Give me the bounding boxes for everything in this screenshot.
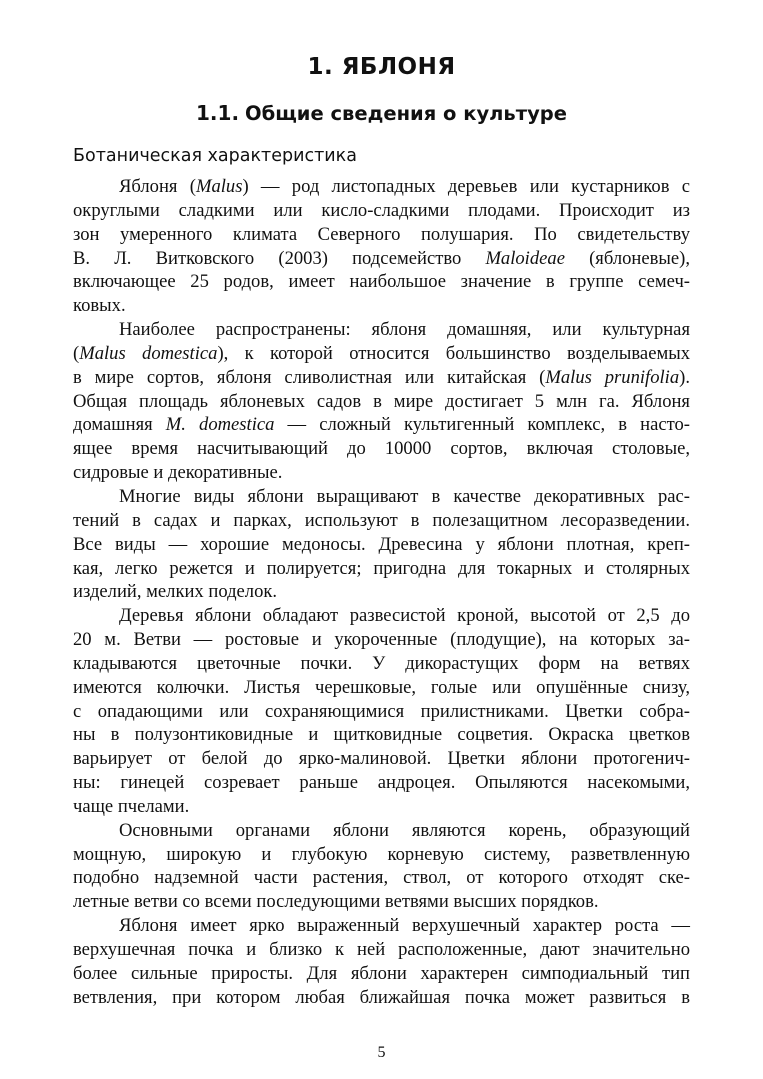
text-line: тений в садах и парках, используют в полезащитном лесоразведении. <box>73 509 690 531</box>
text-line: Наиболее распространены: яблоня домашняя, или культурная <box>119 319 690 341</box>
paragraph <box>73 914 690 1009</box>
text-line: с опадающими или сохраняющимися прилистниками. Цветки собра- <box>73 700 690 722</box>
text-line: Основными органами яблони являются корень, образующий <box>119 819 690 841</box>
latin-name: Malus prunifolia <box>545 366 680 388</box>
text-line: подобно надземной части растения, ствол, от которого отходят ске- <box>73 867 690 889</box>
text-line: Деревья яблони обладают развесистой кроной, высотой от 2,5 до <box>119 605 690 627</box>
latin-name: Malus domestica <box>79 342 218 364</box>
text-line: Общая площадь яблоневых садов в мире достигает 5 млн га. Яблоня <box>73 390 690 412</box>
section-name: Общие сведения о культуре <box>245 102 567 125</box>
text-line: В. Л. Витковского (2003) подсемейство Maloideae (яблоневые), <box>73 247 690 269</box>
text-line: чаще пчелами. <box>73 795 190 817</box>
text-line: Все виды — хорошие медоносы. Древесина у яблони плотная, креп- <box>73 533 690 555</box>
text-line: кая, легко режется и полируется; пригодна для токарных и столярных <box>73 557 690 579</box>
text-line: мощную, широкую и глубокую корневую систему, разветвленную <box>73 843 690 865</box>
text-line: верхушечная почка и близко к ней расположенные, дают значительно <box>73 939 690 960</box>
page-number: 5 <box>377 1044 386 1061</box>
paragraph <box>73 318 690 485</box>
text-line: более сильные приросты. Для яблони характерен симподиальный тип <box>73 962 690 984</box>
text-line: зон умеренного климата Северного полушария. По свидетельству <box>73 223 690 245</box>
text-line: ны в полузонтиковидные и щитковидные соцветия. Окраска цветков <box>73 724 690 746</box>
text-line: Многие виды яблони выращивают в качестве декоративных рас- <box>119 485 690 507</box>
text-line: включающее 25 родов, имеет наибольшое значение в группе семеч- <box>73 271 690 293</box>
paragraph <box>73 604 690 819</box>
text-line: в мире сортов, яблоня сливолистная или китайская (Malus prunifolia). <box>73 366 690 388</box>
text-line: (Malus domestica), к которой относится большинство возделываемых <box>73 342 690 364</box>
text-line: округлыми сладкими или кисло-сладкими плодами. Происходит из <box>73 199 690 221</box>
paragraph <box>73 175 690 318</box>
text-line: ветвления, при котором любая ближайшая почка может развиться в <box>73 986 690 1008</box>
chapter-title <box>0 54 763 80</box>
text-line: домашняя M. domestica — сложный культигенный комплекс, в насто- <box>73 414 690 436</box>
paragraph <box>73 485 690 604</box>
text-line: сидровые и декоративные. <box>73 462 283 484</box>
text-line: ны: гинецей созревает раньше андроцея. Опыляются насекомыми, <box>73 772 690 794</box>
latin-name: M. domestica <box>165 414 275 436</box>
paragraph <box>73 819 690 914</box>
body-text <box>73 175 690 1010</box>
text-line: изделий, мелких поделок. <box>73 581 278 603</box>
text-line: ковых. <box>73 295 126 317</box>
text-line: Яблоня (Malus) — род листопадных деревьев или кустарников с <box>119 176 690 197</box>
text-line: варьирует от белой до ярко-малиновой. Цветки яблони протогенич- <box>73 748 690 770</box>
chapter-name: ЯБЛОНЯ <box>341 54 456 80</box>
section-number: 1.1. <box>196 101 240 125</box>
section-title <box>0 101 763 125</box>
latin-name: Malus <box>195 176 243 197</box>
text-line: летные ветви со всеми последующими ветвями высших порядков. <box>73 891 599 913</box>
text-line: имеются колючки. Листья черешковые, голые или опушённые снизу, <box>73 676 690 698</box>
chapter-number: 1. <box>307 54 334 80</box>
latin-name: Maloideae <box>485 247 565 269</box>
text-line: кладываются цветочные почки. У дикорастущих форм на ветвях <box>73 652 690 674</box>
subsection-title: Ботаническая характеристика <box>73 146 357 166</box>
text-line: 20 м. Ветви — ростовые и укороченные (плодущие), на которых за- <box>73 629 690 651</box>
text-line: Яблоня имеет ярко выраженный верхушечный характер роста — <box>119 915 690 937</box>
text-line: ящее время насчитывающий до 10000 сортов, включая столовые, <box>73 438 690 460</box>
